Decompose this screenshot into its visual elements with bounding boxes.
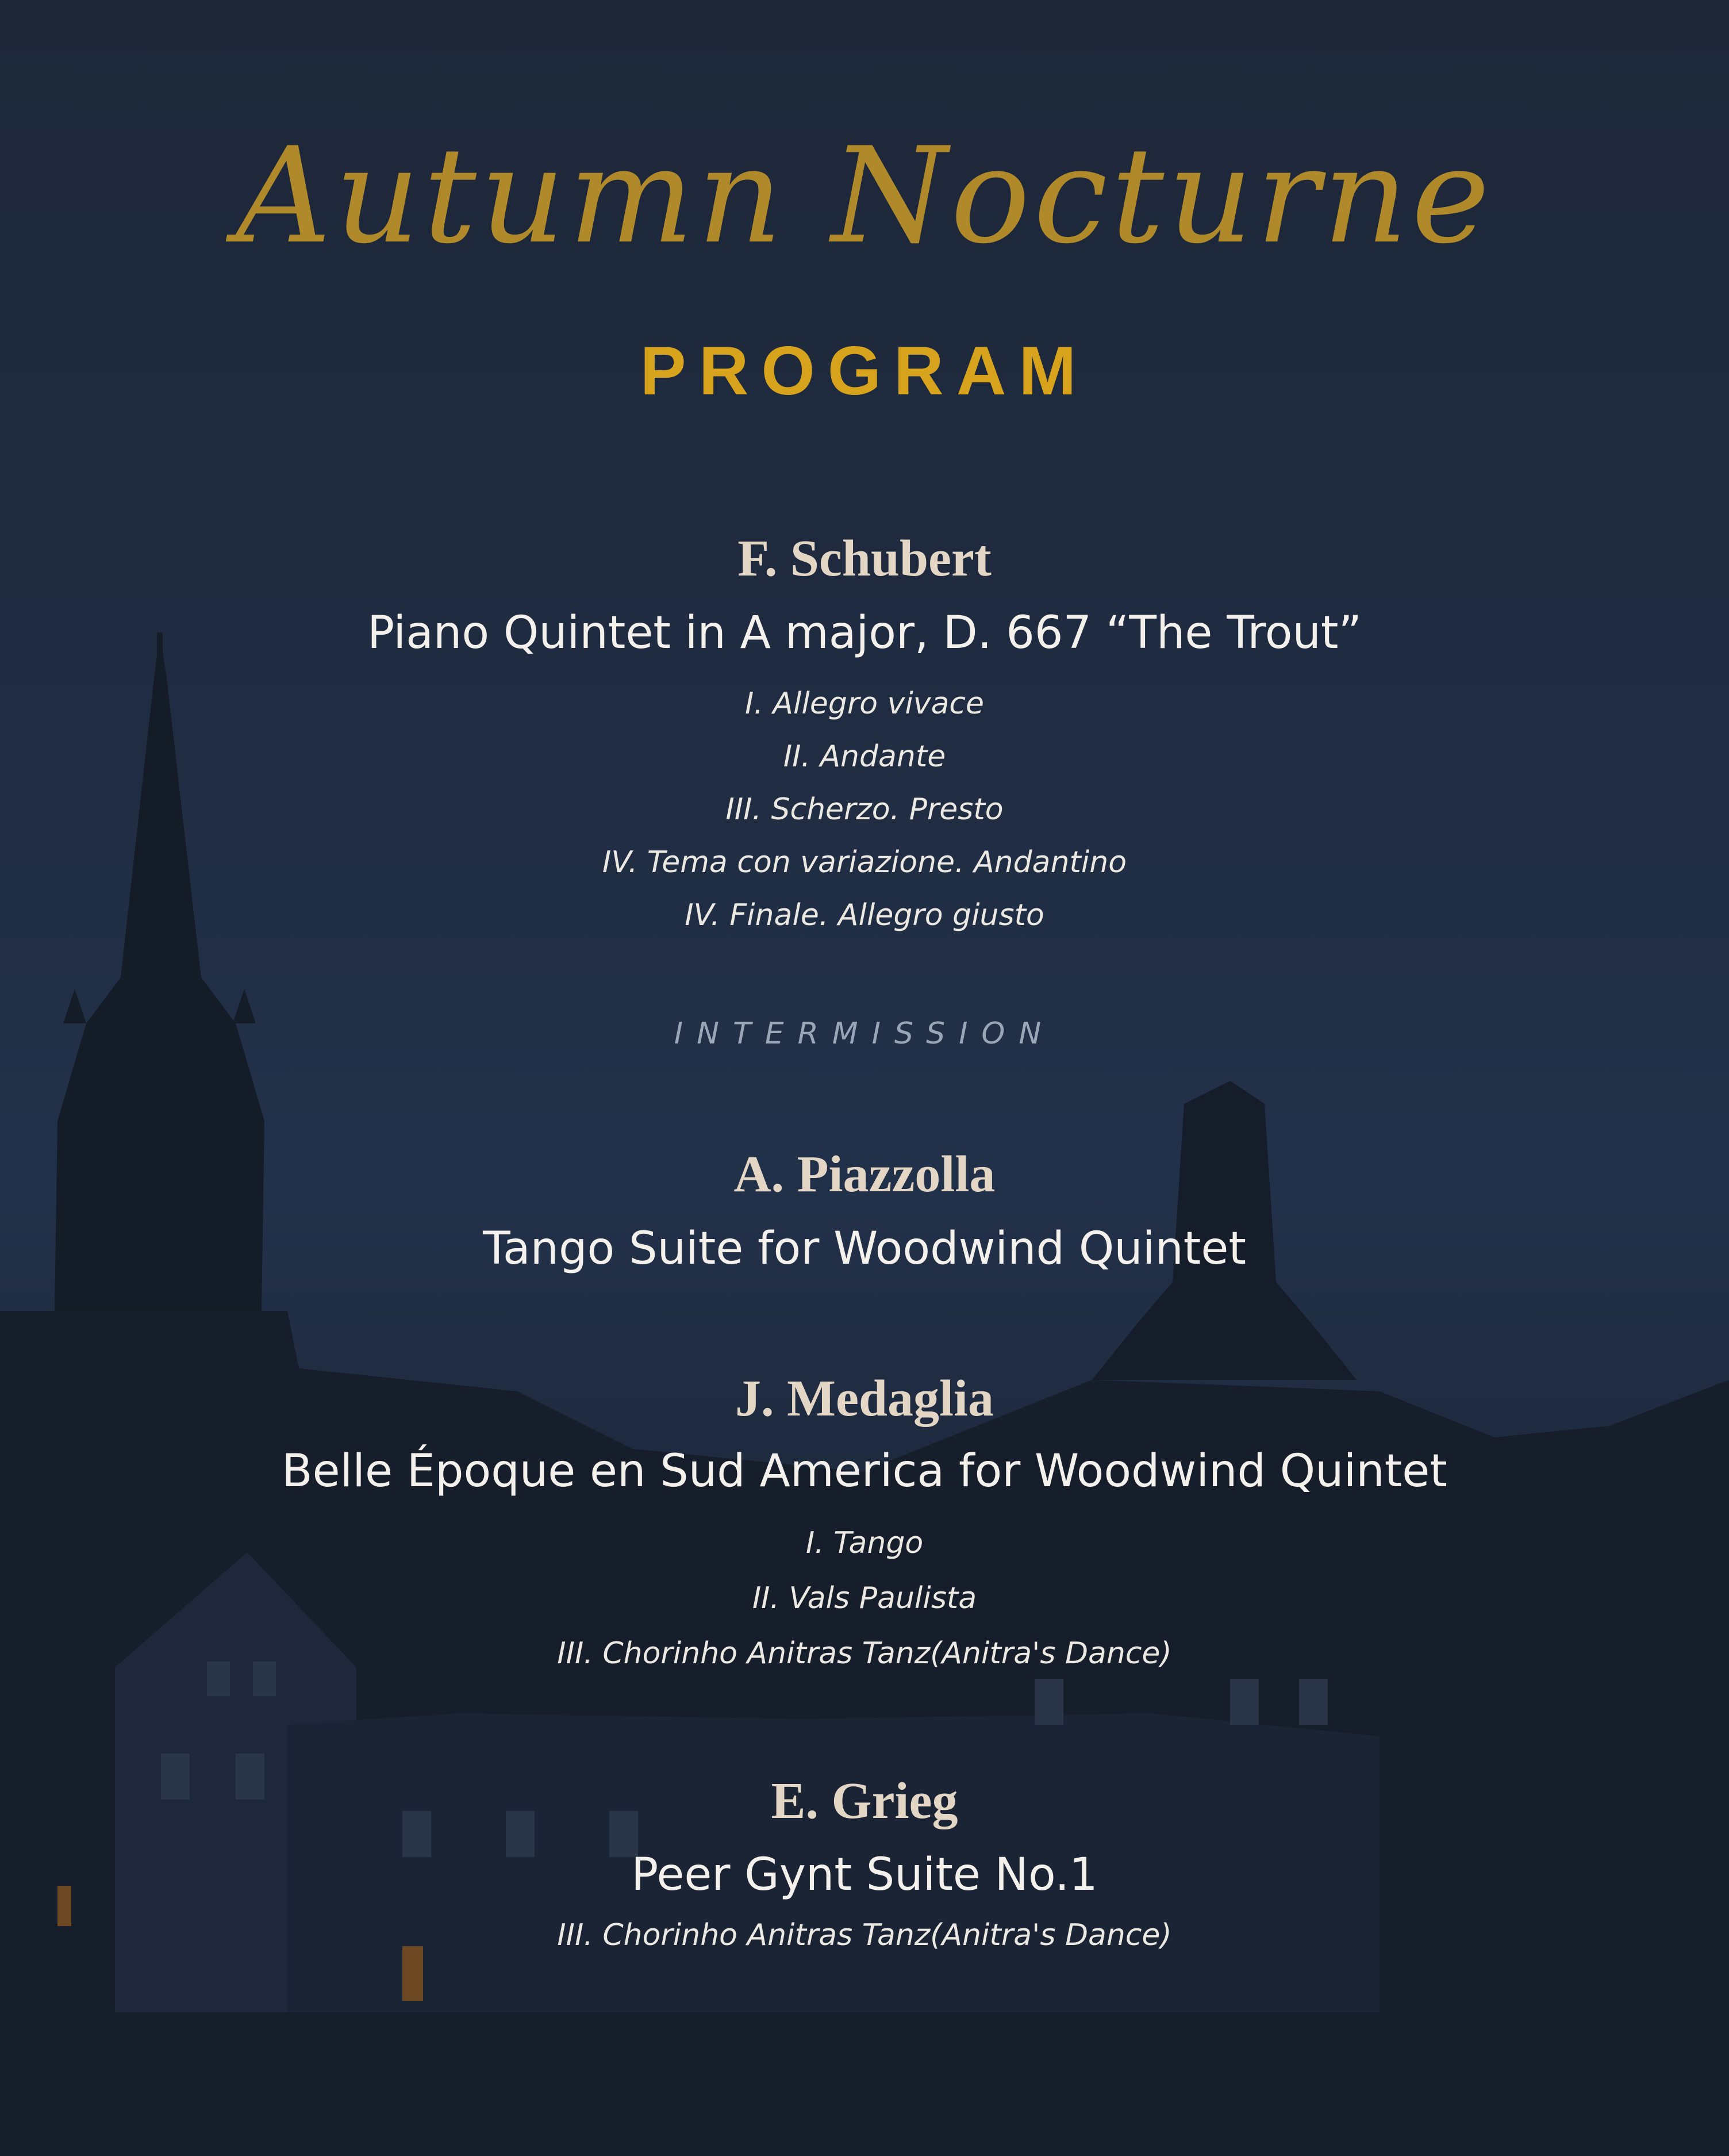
composer-name: E. Grieg xyxy=(771,1773,958,1829)
work-title: Belle Époque en Sud America for Woodwind Quintet xyxy=(282,1445,1447,1497)
movement-item: IV. Tema con variazione. Andantino xyxy=(602,845,1127,880)
movement-item: III. Chorinho Anitras Tanz(Anitra's Dance) xyxy=(557,1918,1172,1952)
composer-name: J. Medaglia xyxy=(735,1370,994,1427)
work-title: Peer Gynt Suite No.1 xyxy=(631,1849,1098,1901)
movement-item: III. Chorinho Anitras Tanz(Anitra's Dance) xyxy=(557,1636,1172,1671)
composer-name: A. Piazzolla xyxy=(733,1146,996,1203)
intermission-label: INTERMISSION xyxy=(674,1016,1055,1051)
composer-name: F. Schubert xyxy=(737,530,992,587)
event-title: Autumn Nocturne xyxy=(236,120,1493,273)
movement-item: III. Scherzo. Presto xyxy=(725,792,1004,827)
program-heading: PROGRAM xyxy=(640,332,1089,409)
work-title: Tango Suite for Woodwind Quintet xyxy=(483,1223,1246,1275)
movement-item: I. Tango xyxy=(805,1526,924,1560)
movement-item: II. Vals Paulista xyxy=(752,1581,977,1616)
movement-item: I. Allegro vivace xyxy=(744,686,985,721)
movement-item: IV. Finale. Allegro giusto xyxy=(685,898,1044,933)
movement-item: II. Andante xyxy=(783,739,946,774)
work-title: Piano Quintet in A major, D. 667 “The Trout” xyxy=(367,607,1362,659)
